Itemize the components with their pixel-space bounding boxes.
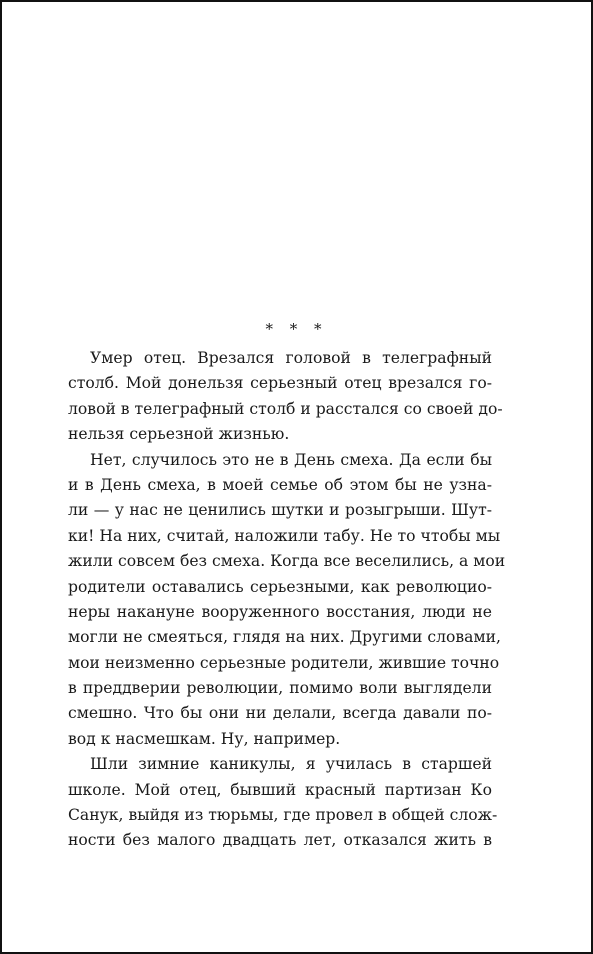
text-line: могли не смеяться, глядя на них. Другими словами,	[68, 628, 501, 647]
text-line: вод к насмешкам. Ну, например.	[68, 729, 341, 748]
text-line: и в День смеха, в моей семье об этом бы не узна-	[68, 475, 492, 494]
text-line: родители оставались серьезными, как революцио-	[68, 577, 492, 596]
text-line: ности без малого двадцать лет, отказался жить в	[68, 831, 492, 850]
text-line: Санук, выйдя из тюрьмы, где провел в общей слож-	[68, 806, 498, 825]
text-line: Нет, случилось это не в День смеха. Да если бы	[90, 450, 492, 469]
text-line: школе. Мой отец, бывший красный партизан Ко	[68, 780, 492, 799]
text-line: ловой в телеграфный столб и расстался со своей до-	[68, 399, 503, 418]
body-text	[68, 346, 506, 854]
text-line: ки! На них, считай, наложили табу. Не то чтобы мы	[68, 526, 501, 545]
text-line: нельзя серьезной жизнью.	[68, 425, 290, 444]
section-separator: * * *	[265, 320, 328, 338]
text-line: неры накануне вооруженного восстания, люди не	[68, 602, 492, 621]
text-line: смешно. Что бы они ни делали, всегда давали по-	[68, 704, 492, 723]
text-line: ли — у нас не ценились шутки и розыгрыши. Шут-	[68, 501, 492, 520]
text-line: Шли зимние каникулы, я училась в старшей	[90, 755, 492, 774]
text-line: мои неизменно серьезные родители, жившие точно	[68, 653, 500, 672]
text-line: столб. Мой донельзя серьезный отец врезался го-	[68, 374, 492, 393]
text-line: жили совсем без смеха. Когда все веселились, а мои	[68, 552, 506, 571]
text-line: Умер отец. Врезался головой в телеграфный	[90, 349, 492, 367]
text-line: в преддверии революции, помимо воли выглядели	[68, 679, 492, 698]
